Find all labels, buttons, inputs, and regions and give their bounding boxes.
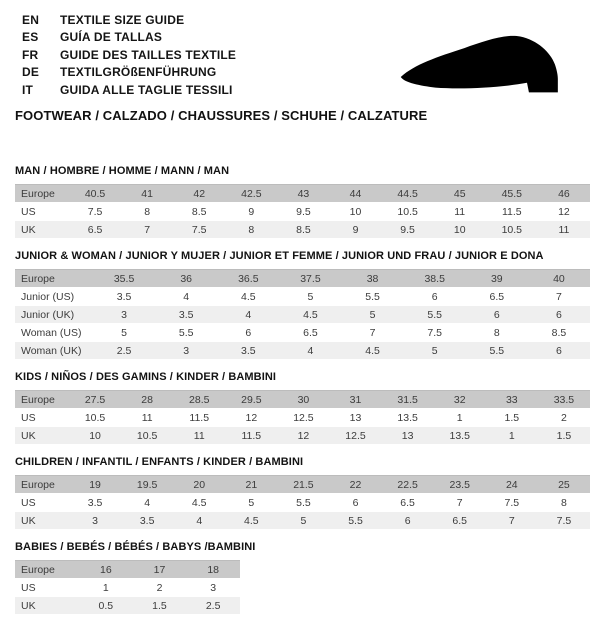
size-cell: 35.5 <box>113 272 135 285</box>
row-label: US <box>21 411 36 424</box>
size-cell: 8 <box>248 223 255 236</box>
size-cell: 11.5 <box>501 205 522 218</box>
row-label: US <box>21 205 36 218</box>
size-cell: 4 <box>307 344 314 357</box>
size-cell: 44.5 <box>397 187 418 200</box>
language-code: ES <box>22 30 39 45</box>
table-row <box>15 579 240 597</box>
size-cell: 4.5 <box>303 308 318 321</box>
size-tables <box>15 165 590 626</box>
table-row <box>15 288 590 306</box>
size-cell: 38.5 <box>424 272 445 285</box>
size-table <box>15 184 590 239</box>
language-row <box>22 29 236 47</box>
size-cell: 11 <box>558 223 570 236</box>
language-row <box>22 11 236 29</box>
size-cell: 31.5 <box>397 393 418 406</box>
size-cell: 4 <box>144 496 151 509</box>
size-cell: 28.5 <box>189 393 210 406</box>
table-header-row <box>15 270 590 288</box>
size-cell: 7 <box>144 223 151 236</box>
size-cell: 9.5 <box>400 223 415 236</box>
size-cell: 11 <box>454 205 466 218</box>
size-cell: 10 <box>89 429 101 442</box>
size-cell: 12 <box>297 429 310 442</box>
size-cell: 8 <box>493 326 500 339</box>
language-list <box>22 11 236 99</box>
language-label: GUIDE DES TAILLES TEXTILE <box>60 47 237 62</box>
size-cell: 13 <box>349 411 362 424</box>
size-cell: 3.5 <box>241 344 256 357</box>
size-cell: 5 <box>431 344 438 357</box>
size-cell: 3.5 <box>178 308 194 321</box>
size-cell: 8.5 <box>551 326 567 339</box>
size-cell: 3 <box>92 514 98 527</box>
size-cell: 4.5 <box>244 514 259 527</box>
size-cell: 4.5 <box>191 496 207 509</box>
row-label: UK <box>21 223 36 236</box>
size-cell: 11.5 <box>189 411 210 424</box>
size-cell: 19 <box>89 478 101 491</box>
row-label: Europe <box>21 393 55 406</box>
language-code: FR <box>22 47 39 62</box>
size-cell: 10.5 <box>397 205 418 218</box>
dress-shoe-silhouette <box>401 36 558 93</box>
size-cell: 1.5 <box>152 599 167 612</box>
size-cell: 6.5 <box>400 496 415 509</box>
size-cell: 25 <box>558 478 570 491</box>
size-cell: 6.5 <box>452 514 467 527</box>
size-cell: 31 <box>349 393 362 406</box>
table-title: CHILDREN / INFANTIL / ENFANTS / KINDER / BAMBINI <box>15 456 304 468</box>
size-cell: 6 <box>352 496 359 509</box>
size-cell: 44 <box>349 187 362 200</box>
table-row <box>15 342 590 360</box>
size-cell: 2 <box>561 411 567 424</box>
size-cell: 7.5 <box>87 205 103 218</box>
table-row <box>15 306 590 324</box>
table-row <box>15 221 590 239</box>
size-cell: 0.5 <box>98 599 114 612</box>
table-header-row <box>15 561 240 579</box>
size-cell: 24 <box>505 478 518 491</box>
size-cell: 32 <box>453 393 466 406</box>
row-label: UK <box>21 599 36 612</box>
row-label: Woman (UK) <box>21 344 82 357</box>
row-label: US <box>21 581 36 594</box>
size-cell: 8 <box>144 205 151 218</box>
size-cell: 6.5 <box>303 326 318 339</box>
category-line: FOOTWEAR / CALZADO / CHAUSSURES / SCHUHE / CALZATURE <box>15 108 428 123</box>
language-row <box>22 46 236 64</box>
size-cell: 11 <box>193 429 205 442</box>
size-cell: 12 <box>558 205 570 218</box>
row-label: Europe <box>21 563 55 576</box>
size-cell: 8.5 <box>296 223 311 236</box>
table-title: BABIES / BEBÉS / BÉBÉS / BABYS /BAMBINI <box>15 541 256 553</box>
size-cell: 4 <box>196 514 203 527</box>
size-cell: 46 <box>558 187 570 200</box>
language-code: IT <box>22 82 34 97</box>
size-cell: 4 <box>183 290 190 303</box>
language-label: GUÍA DE TALLAS <box>60 30 163 45</box>
table-row <box>15 324 590 342</box>
size-cell: 36.5 <box>238 272 259 285</box>
size-table <box>15 560 240 615</box>
size-cell: 6.5 <box>489 290 505 303</box>
language-row <box>22 64 236 82</box>
row-label: UK <box>21 514 36 527</box>
size-cell: 5.5 <box>489 344 505 357</box>
row-label: Junior (UK) <box>21 308 75 321</box>
row-label: Europe <box>21 187 55 200</box>
size-cell: 5.5 <box>178 326 194 339</box>
size-cell: 2.5 <box>205 599 221 612</box>
size-cell: 18 <box>207 563 219 576</box>
size-cell: 6 <box>404 514 411 527</box>
size-cell: 29.5 <box>241 393 262 406</box>
size-cell: 6 <box>493 308 500 321</box>
dress-shoe-icon <box>394 24 580 104</box>
size-table-section-babies <box>15 541 590 615</box>
size-table <box>15 475 590 530</box>
size-cell: 5 <box>307 290 314 303</box>
size-cell: 10.5 <box>136 429 158 442</box>
size-cell: 4.5 <box>241 290 256 303</box>
size-cell: 40.5 <box>84 187 106 200</box>
table-title: MAN / HOMBRE / HOMME / MANN / MAN <box>15 165 230 177</box>
size-cell: 37.5 <box>300 272 321 285</box>
size-cell: 8 <box>561 496 567 509</box>
size-cell: 1 <box>102 581 109 594</box>
size-cell: 4.5 <box>365 344 380 357</box>
size-cell: 9 <box>248 205 255 218</box>
size-cell: 16 <box>99 563 112 576</box>
size-cell: 6 <box>431 290 438 303</box>
size-cell: 7.5 <box>504 496 520 509</box>
size-cell: 5.5 <box>427 308 442 321</box>
language-label: GUIDA ALLE TAGLIE TESSILI <box>60 82 233 97</box>
row-label: Woman (US) <box>21 326 82 339</box>
size-cell: 9.5 <box>296 205 311 218</box>
table-title: JUNIOR & WOMAN / JUNIOR Y MUJER / JUNIOR ET FEMME / JUNIOR UND FRAU / JUNIOR E DONA <box>15 250 544 262</box>
size-cell: 6 <box>245 326 252 339</box>
size-cell: 3.5 <box>116 290 132 303</box>
table-header-row <box>15 476 590 494</box>
size-cell: 7.5 <box>427 326 442 339</box>
size-cell: 13 <box>401 429 414 442</box>
size-cell: 21 <box>245 478 258 491</box>
size-cell: 5.5 <box>365 290 380 303</box>
size-cell: 20 <box>193 478 206 491</box>
size-cell: 7.5 <box>556 514 572 527</box>
size-cell: 42.5 <box>241 187 262 200</box>
row-label: Europe <box>21 272 55 285</box>
size-cell: 3.5 <box>87 496 103 509</box>
size-cell: 6.5 <box>87 223 103 236</box>
size-cell: 12 <box>245 411 258 424</box>
size-cell: 27.5 <box>84 393 106 406</box>
size-cell: 39 <box>490 272 503 285</box>
language-code: EN <box>22 12 40 27</box>
size-cell: 13.5 <box>397 411 418 424</box>
row-label: Europe <box>21 478 55 491</box>
size-cell: 33.5 <box>553 393 575 406</box>
size-cell: 8.5 <box>191 205 207 218</box>
size-cell: 42 <box>193 187 206 200</box>
language-code: DE <box>22 65 40 80</box>
size-cell: 7 <box>369 326 376 339</box>
size-cell: 3.5 <box>139 514 155 527</box>
size-cell: 11.5 <box>241 429 262 442</box>
size-cell: 7 <box>508 514 515 527</box>
table-row <box>15 512 590 530</box>
size-cell: 6 <box>556 344 562 357</box>
size-cell: 3 <box>210 581 217 594</box>
language-row <box>22 81 236 99</box>
size-table-section-children <box>15 456 590 530</box>
table-header-row <box>15 391 590 409</box>
size-cell: 30 <box>297 393 310 406</box>
language-label: TEXTILGRÖßENFÜHRUNG <box>60 65 217 80</box>
language-label: TEXTILE SIZE GUIDE <box>60 12 185 27</box>
size-cell: 3 <box>183 344 190 357</box>
size-cell: 23.5 <box>449 478 470 491</box>
size-cell: 22.5 <box>397 478 418 491</box>
table-header-row <box>15 185 590 203</box>
size-cell: 21.5 <box>293 478 314 491</box>
size-cell: 12.5 <box>293 411 314 424</box>
size-cell: 10 <box>349 205 362 218</box>
size-cell: 7 <box>556 290 562 303</box>
size-cell: 5 <box>121 326 127 339</box>
size-cell: 12.5 <box>345 429 366 442</box>
table-row <box>15 409 590 427</box>
size-cell: 5 <box>248 496 255 509</box>
row-label: UK <box>21 429 36 442</box>
size-cell: 33 <box>505 393 518 406</box>
size-cell: 2.5 <box>116 344 132 357</box>
size-table <box>15 390 590 445</box>
size-cell: 5.5 <box>296 496 311 509</box>
size-cell: 5 <box>369 308 376 321</box>
size-cell: 5.5 <box>348 514 363 527</box>
size-cell: 43 <box>297 187 310 200</box>
row-label: US <box>21 496 36 509</box>
size-table-section-kids <box>15 371 590 445</box>
table-title: KIDS / NIÑOS / DES GAMINS / KINDER / BAMBINI <box>15 371 277 383</box>
size-cell: 28 <box>141 393 153 406</box>
size-cell: 10 <box>453 223 466 236</box>
size-cell: 6 <box>556 308 562 321</box>
size-cell: 10.5 <box>84 411 106 424</box>
size-table <box>15 269 590 360</box>
size-cell: 5 <box>300 514 307 527</box>
size-cell: 22 <box>349 478 362 491</box>
size-cell: 1 <box>508 429 515 442</box>
size-table-section-junior_woman <box>15 250 590 360</box>
table-row <box>15 203 590 221</box>
size-cell: 17 <box>153 563 166 576</box>
size-cell: 19.5 <box>136 478 158 491</box>
size-cell: 41 <box>141 187 153 200</box>
size-cell: 40 <box>553 272 565 285</box>
size-cell: 45.5 <box>501 187 523 200</box>
size-cell: 1.5 <box>504 411 520 424</box>
size-cell: 36 <box>180 272 193 285</box>
size-cell: 11 <box>141 411 153 424</box>
table-row <box>15 427 590 445</box>
table-row <box>15 494 590 512</box>
size-cell: 4 <box>245 308 252 321</box>
table-row <box>15 597 240 615</box>
size-cell: 10.5 <box>501 223 523 236</box>
size-cell: 7.5 <box>191 223 207 236</box>
size-cell: 7 <box>456 496 463 509</box>
size-cell: 1.5 <box>556 429 572 442</box>
size-cell: 2 <box>156 581 163 594</box>
size-cell: 13.5 <box>449 429 470 442</box>
size-cell: 38 <box>366 272 379 285</box>
size-cell: 9 <box>352 223 359 236</box>
size-cell: 3 <box>121 308 127 321</box>
size-table-section-man <box>15 165 590 239</box>
size-cell: 1 <box>456 411 463 424</box>
size-cell: 45 <box>453 187 466 200</box>
row-label: Junior (US) <box>21 290 75 303</box>
